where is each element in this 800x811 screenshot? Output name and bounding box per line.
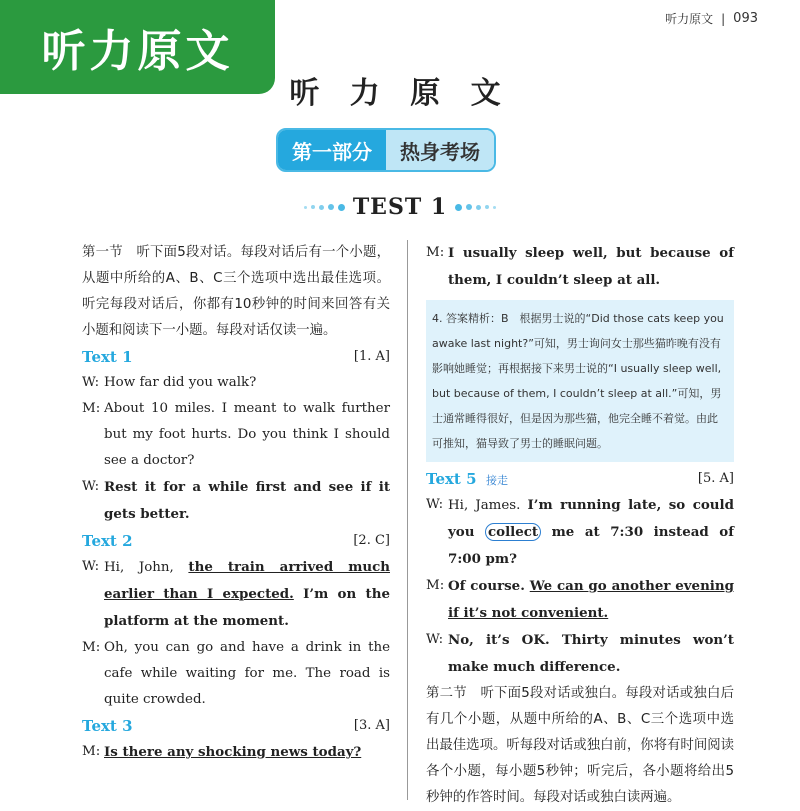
dialogue-line: W: Hi, John, the train arrived much earlier than I expected. I’m on the platform at the moment. [82,559,390,629]
dialogue-line: M: About 10 miles. I meant to walk further but my foot hurts. Do you think I should see a doctor? [82,401,390,468]
right-column [426,240,734,811]
dialogue-line: M: Oh, you can go and have a drink in the cafe while waiting for me. The road is quite crowded. [82,640,390,707]
text3-answer: [3. A] [353,718,390,733]
text1-answer: [1. A] [353,349,390,364]
column-divider [407,240,408,800]
dots-left-icon [304,204,345,211]
dialogue-line: M: Is there any shocking news today? [82,744,362,760]
header-section: 听力原文 [665,12,714,26]
circled-word: collect [485,523,541,541]
dots-right-icon [455,204,496,211]
handwritten-note: 接走 [486,474,508,487]
test-label: TEST 1 [352,194,448,220]
text1-title: Text 1 [82,348,133,366]
left-column [82,240,390,766]
part-subtitle: 热身考场 [386,130,494,170]
text2-header [82,528,390,554]
answer-analysis-box: 4. 答案精析：B 根据男士说的“Did those cats keep you awake last night?”可知，男士询问女士那些猫昨晚有没有影响她睡觉；再根据接下来男士说的“I usually sleep well, but because of them, I couldn’t sleep at all.”可知，男士通常睡得很好，但是因为那些猫，他完全睡不着觉。由此可推知，猫导致了男士的睡眠问题。 [426,300,734,462]
text3-header [82,713,390,739]
dialogue-line: W: Rest it for a while first and see if it gets better. [82,479,390,522]
dialogue-line: W: No, it’s OK. Thirty minutes won’t make much difference. [426,632,734,675]
page-number: 093 [733,11,758,26]
section-corner-label: 听力原文 [0,0,275,94]
text3-title: Text 3 [82,717,133,735]
part-banner [276,128,496,172]
dialogue-line: M: I usually sleep well, but because of them, I couldn’t sleep at all. [426,245,734,288]
page-title: 听 力 原 文 [289,76,511,111]
section1-instructions: 第一节 听下面5段对话。每段对话后有一个小题，从题中所给的A、B、C三个选项中选出最佳选项。听完每段对话后，你都有10秒钟的时间来回答有关小题和阅读下一小题。每段对话仅读一遍。 [82,245,390,338]
text5-header [426,466,734,492]
text1-header [82,344,390,370]
dialogue-line: W: How far did you walk? [82,375,257,390]
test-heading [0,194,800,220]
section2-instructions: 第二节 听下面5段对话或独白。每段对话或独白后有几个小题，从题中所给的A、B、C三个选项中选出最佳选项。听每段对话或独白前，你将有时间阅读各个小题，每小题5秒钟；听完后，各小题将给出5秒钟的作答时间。每段对话或独白读两遍。 [426,686,734,805]
text5-answer: [5. A] [697,471,734,486]
text2-answer: [2. C] [353,533,390,548]
dialogue-line: W: Hi, James. I’m running late, so could you collect me at 7:30 instead of 7:00 pm? [426,497,734,567]
header-divider: | [721,11,726,26]
part-label: 第一部分 [278,130,386,170]
text2-title: Text 2 [82,532,133,550]
dialogue-line: M: Of course. We can go another evening if it’s not convenient. [426,578,734,621]
text5-title: Text 5 [426,470,477,488]
running-header [665,10,758,27]
